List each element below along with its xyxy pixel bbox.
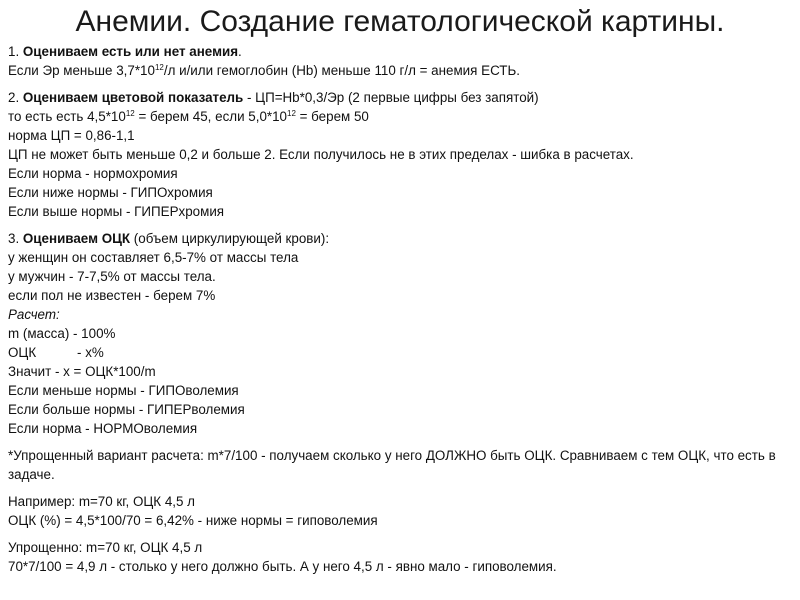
spacer xyxy=(8,530,792,538)
slide-content xyxy=(8,42,792,576)
slide-title: Анемии. Создание гематологической картины. xyxy=(75,5,725,38)
section-3-line-7: Значит - x = ОЦК*100/m xyxy=(8,364,156,379)
section-3-line-9: Если больше нормы - ГИПЕРволемия xyxy=(8,402,245,417)
section-3-line-1: у женщин он составляет 6,5-7% от массы тела xyxy=(8,250,299,265)
section-2-title-tail: - ЦП=Hb*0,3/Эр (2 первые цифры без запятой) xyxy=(243,90,539,105)
section-2-line-1-text-a: то есть есть 4,5*10 xyxy=(8,109,126,124)
example-2-line-2: 70*7/100 = 4,9 л - столько у него должно быть. А у него 4,5 л - явно мало - гиповолемия. xyxy=(8,559,557,574)
section-1-heading xyxy=(8,42,792,61)
section-1-line-1-text-b: /л и/или гемоглобин (Hb) меньше 110 г/л = анемия ЕСТЬ. xyxy=(163,63,520,78)
section-3-number: 3. xyxy=(8,231,23,246)
section-2-title: Оцениваем цветовой показатель xyxy=(22,90,244,105)
section-3-calc-label: Расчет: xyxy=(8,307,60,322)
section-1-title-tail: . xyxy=(238,44,242,59)
spacer xyxy=(8,484,792,492)
section-3-line-2: у мужчин - 7-7,5% от массы тела. xyxy=(8,269,216,284)
section-2-heading xyxy=(8,88,792,107)
section-1-number: 1. xyxy=(8,44,23,59)
section-3-line-3: если пол не известен - берем 7% xyxy=(8,288,216,303)
section-3-line-5: m (масса) - 100% xyxy=(8,326,116,341)
section-2-line-5: Если ниже нормы - ГИПОхромия xyxy=(8,185,213,200)
section-2-line-3: ЦП не может быть меньше 0,2 и больше 2. Если получилось не в этих пределах - шибка в расчетах. xyxy=(8,147,634,162)
section-2-line-1 xyxy=(8,107,792,126)
section-3-line-8: Если меньше нормы - ГИПОволемия xyxy=(8,383,239,398)
section-1-title: Оцениваем есть или нет анемия xyxy=(22,44,239,59)
section-1-line-1 xyxy=(8,61,792,80)
section-2-line-1-exponent-2: 12 xyxy=(287,109,296,118)
section-2-line-1-exponent-1: 12 xyxy=(125,109,135,118)
section-2-number: 2. xyxy=(8,90,23,105)
spacer xyxy=(8,221,792,229)
section-3-heading xyxy=(8,229,792,248)
section-1-line-1-text-a: Если Эр меньше 3,7*10 xyxy=(8,63,155,78)
example-1-line-1: Например: m=70 кг, ОЦК 4,5 л xyxy=(8,494,195,509)
section-3-title: Оцениваем ОЦК xyxy=(22,231,131,246)
simplified-note: *Упрощенный вариант расчета: m*7/100 - получаем сколько у него ДОЛЖНО быть ОЦК. Сравниваем с тем ОЦК, что есть в задаче. xyxy=(8,448,776,482)
section-2-line-6: Если выше нормы - ГИПЕРхромия xyxy=(8,204,225,219)
section-3-line-10: Если норма - НОРМОволемия xyxy=(8,421,198,436)
section-3-line-6: ОЦК - x% xyxy=(8,345,104,360)
section-2-line-4: Если норма - нормохромия xyxy=(8,166,178,181)
section-1-line-1-exponent: 12 xyxy=(154,63,164,72)
example-2-line-1: Упрощенно: m=70 кг, ОЦК 4,5 л xyxy=(8,540,203,555)
example-1-line-2: ОЦК (%) = 4,5*100/70 = 6,42% - ниже нормы = гиповолемия xyxy=(8,513,378,528)
section-2-line-1-text-c: = берем 50 xyxy=(295,109,369,124)
spacer xyxy=(8,80,792,88)
section-2-line-2: норма ЦП = 0,86-1,1 xyxy=(8,128,135,143)
spacer xyxy=(8,438,792,446)
section-3-title-tail: (объем циркулирующей крови): xyxy=(130,231,330,246)
section-2-line-1-text-b: = берем 45, если 5,0*10 xyxy=(134,109,287,124)
